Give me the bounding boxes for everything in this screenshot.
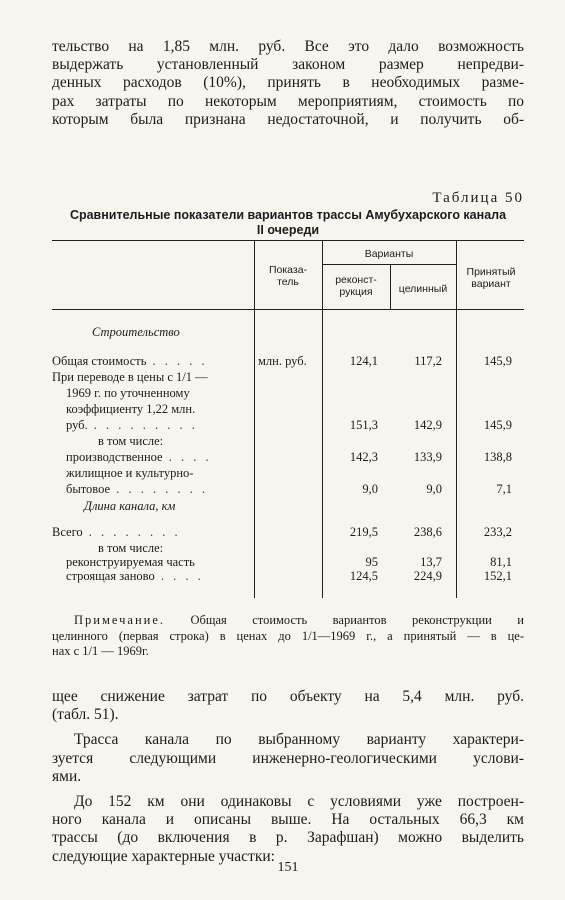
paragraph: щее снижение затрат по объекту на 5,4 млн. руб. (табл. 51). [52,688,524,724]
bottom-text [52,688,524,873]
caption-line: Сравнительные показатели вариантов трассы Амубухарского канала [69,208,507,222]
table-top-rule [52,240,524,241]
table-note: Примечание. Общая стоимость вариантов реконструкции и целинного (первая строка) в ценах до 1/1—1969 г., а принятый — в це- нах с 1/1 — 1969г. [52,613,524,658]
header-virgin: целинный [398,283,448,295]
top-paragraph [52,38,524,129]
table-row: коэффициенту 1,22 млн. [66,402,196,416]
table-row: строящая заново . . . . 124,5 224,9 152,1 [66,569,512,583]
comparison-table [52,240,524,598]
book-page [52,38,524,875]
note-line: нах с 1/1 — 1969г. [52,644,149,658]
paragraph: До 152 км они одинаковы с условиями уже построен- ного канала и описаны выше. На остальных 66,3 км трассы (до включения в р. Зарафшан) можно выделить следующие характерные участки: [52,793,524,865]
table-row: производственное . . . . 142,3 133,9 138,8 [66,450,512,464]
variants-rule [322,264,456,265]
text-line: рах затраты по некоторым мероприятиям, стоимость по [52,92,524,110]
header-indicator: Показа- тель [268,264,308,288]
text-line: выдержать установленный законом размер непредви- [52,56,524,74]
table-row: При переводе в цены с 1/1 — [52,370,208,384]
table-row: 1969 г. по уточненному [66,386,190,400]
table-header-rule [52,309,524,310]
note-line: целинного (первая строка) в ценах до 1/1—1969 г., а принятый — в це- [52,628,524,643]
text-line: тельство на 1,85 млн. руб. Все это дало возможность [52,38,524,55]
table-row: Всего . . . . . . . . 219,5 238,6 233,2 [52,525,512,539]
table-caption [52,208,524,238]
text-line: денных расходов (10%), принять в необходимых разме- [52,74,524,92]
table-row: Общая стоимость . . . . . млн. руб. 124,1 117,2 145,9 [52,354,512,368]
table-row: жилищное и культурно- [66,466,194,480]
text-line: которым была признана недостаточной, и получить об- [52,110,524,128]
caption-line: II очереди [256,223,320,237]
section-heading: Строительство [92,325,180,339]
section-heading: Длина канала, км [84,499,176,513]
header-reconstruction: реконст- рукция [335,274,377,298]
header-accepted: Принятый вариант [466,266,516,290]
paragraph: Трасса канала по выбранному варианту характери- зуется следующими инженерно-геологическими услови- ями. [52,731,524,785]
page-number: 151 [277,860,299,875]
header-variants: Варианты [364,248,414,260]
table-row: в том числе: [98,541,164,555]
table-row: в том числе: [98,434,164,448]
table-row: руб. . . . . . . . . . 151,3 142,9 145,9 [66,418,512,432]
table-row: реконструируемая часть 95 13,7 81,1 [66,555,512,569]
table-row: бытовое . . . . . . . . 9,0 9,0 7,1 [66,482,512,496]
subcolumn-divider [390,264,391,309]
note-label: Примечание. [74,613,166,627]
table-number: Таблица 50 [432,190,524,206]
